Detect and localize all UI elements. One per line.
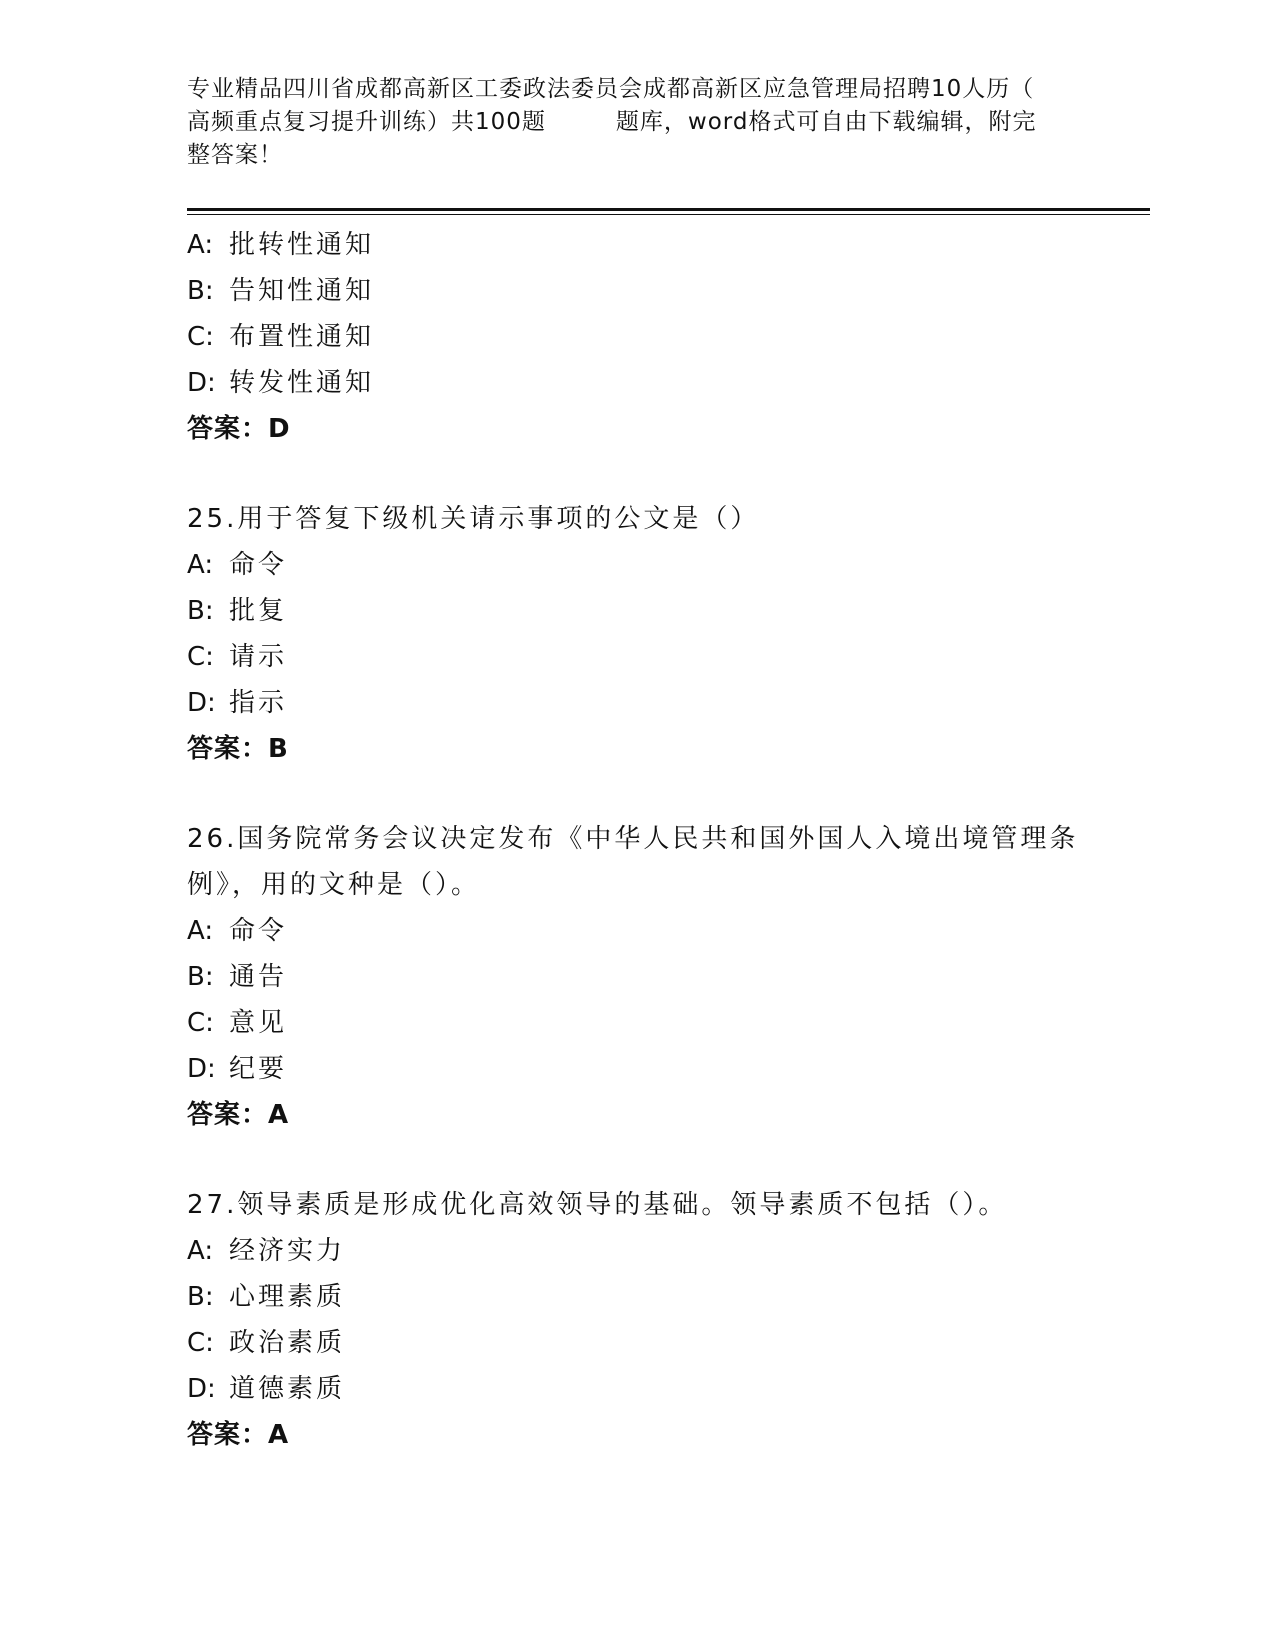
header-line-2b: 题库，word格式可自由下载编辑，附完 — [615, 109, 1037, 135]
question-text-line-1: 26.国务院常务会议决定发布《中华人民共和国外国人入境出境管理条 — [187, 824, 1079, 854]
option-c: C: 意见 — [187, 1008, 288, 1038]
option-c: C: 请示 — [187, 642, 288, 672]
question-block — [187, 496, 1087, 772]
question-text-line-2: 例》，用的文种是（）。 — [187, 870, 481, 900]
option-a: A: 批转性通知 — [187, 230, 375, 260]
header-divider-thick — [187, 208, 1150, 211]
document-header — [187, 73, 1067, 172]
question-list — [187, 222, 1087, 1502]
answer-line: 答案：B — [187, 734, 289, 764]
option-a: A: 命令 — [187, 550, 288, 580]
question-block — [187, 816, 1087, 1138]
option-c: C: 布置性通知 — [187, 322, 375, 352]
answer-line: 答案：A — [187, 1420, 290, 1450]
answer-line: 答案：D — [187, 414, 291, 444]
header-divider-thin — [187, 214, 1150, 215]
option-a: A: 经济实力 — [187, 1236, 346, 1266]
header-line-1: 专业精品四川省成都高新区工委政法委员会成都高新区应急管理局招聘10人历（ — [187, 76, 1035, 102]
header-line-3: 整答案！ — [187, 142, 283, 168]
header-line-2a: 高频重点复习提升训练）共100题 — [187, 109, 546, 135]
question-block — [187, 222, 1087, 452]
option-d: D: 转发性通知 — [187, 368, 375, 398]
option-d: D: 指示 — [187, 688, 288, 718]
answer-line: 答案：A — [187, 1100, 290, 1130]
option-c: C: 政治素质 — [187, 1328, 346, 1358]
option-d: D: 纪要 — [187, 1054, 288, 1084]
option-b: B: 通告 — [187, 962, 288, 992]
option-b: B: 心理素质 — [187, 1282, 346, 1312]
header-line-2 — [187, 106, 1067, 139]
option-b: B: 批复 — [187, 596, 288, 626]
question-block — [187, 1182, 1087, 1458]
question-text: 27.领导素质是形成优化高效领导的基础。领导素质不包括（）。 — [187, 1190, 1008, 1220]
question-text: 25.用于答复下级机关请示事项的公文是（） — [187, 504, 760, 534]
option-d: D: 道德素质 — [187, 1374, 346, 1404]
option-a: A: 命令 — [187, 916, 288, 946]
option-b: B: 告知性通知 — [187, 276, 375, 306]
